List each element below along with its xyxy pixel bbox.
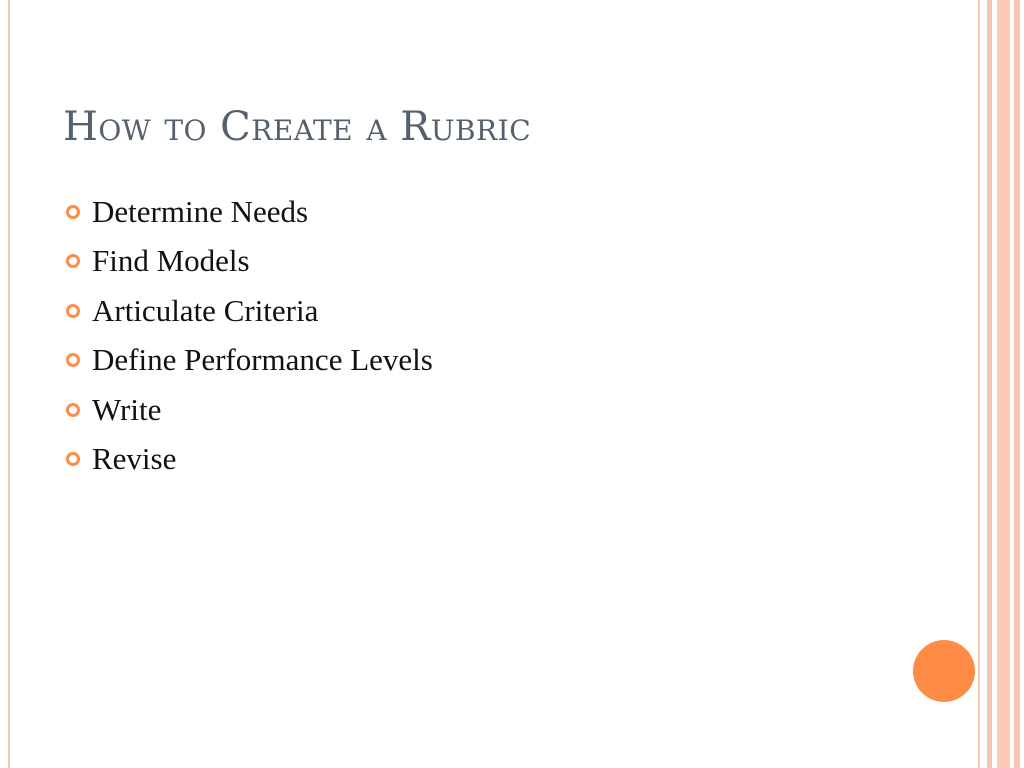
bullet-label: Revise — [92, 441, 177, 477]
list-item — [66, 435, 433, 485]
bullet-icon — [66, 452, 80, 466]
left-edge-decoration — [8, 0, 10, 768]
stripe-2 — [987, 0, 992, 768]
bullet-icon — [66, 353, 80, 367]
right-stripe-decoration — [978, 0, 1024, 768]
stripe-3 — [997, 0, 1010, 768]
bullet-icon — [66, 205, 80, 219]
bullet-icon — [66, 304, 80, 318]
stripe-4 — [1014, 0, 1020, 768]
bullet-label: Articulate Criteria — [92, 292, 319, 328]
bullet-label: Find Models — [92, 243, 250, 279]
bullet-label: Write — [92, 391, 162, 427]
bullet-list — [66, 187, 433, 484]
slide-title: How to Create a Rubric — [63, 104, 532, 150]
bullet-icon — [66, 403, 80, 417]
bullet-label: Define Performance Levels — [92, 342, 433, 378]
stripe-1 — [978, 0, 980, 768]
list-item — [66, 385, 433, 435]
bullet-label: Determine Needs — [92, 193, 309, 229]
list-item — [66, 237, 433, 287]
orange-circle-icon — [913, 640, 975, 702]
bullet-icon — [66, 254, 80, 268]
list-item — [66, 286, 433, 336]
list-item — [66, 187, 433, 237]
list-item — [66, 336, 433, 386]
